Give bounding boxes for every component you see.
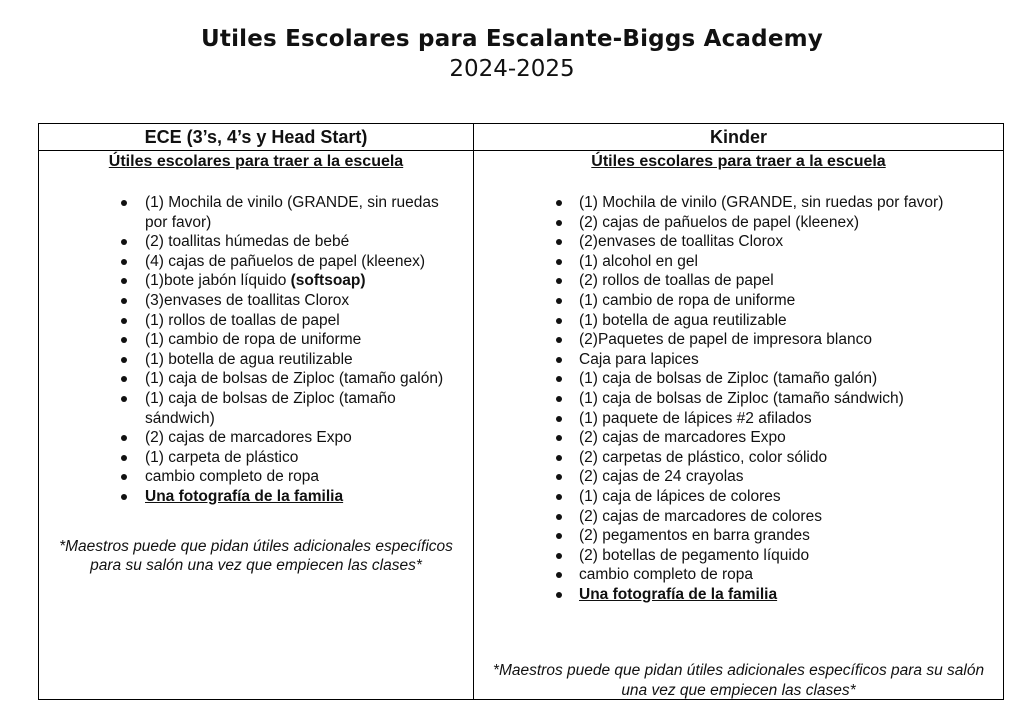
list-item: (1) Mochila de vinilo (GRANDE, sin ruedas por favor) <box>579 193 995 213</box>
list-item: (1) caja de bolsas de Ziploc (tamaño galón) <box>579 369 995 389</box>
list-item: (2) cajas de marcadores Expo <box>145 428 453 448</box>
list-item: (2) carpetas de plástico, color sólido <box>579 448 995 468</box>
ece-supply-list <box>39 193 473 507</box>
list-item: (2) cajas de 24 crayolas <box>579 467 995 487</box>
list-item: (1) paquete de lápices #2 afilados <box>579 409 995 429</box>
list-item: (2) pegamentos en barra grandes <box>579 526 995 546</box>
list-item: (1) rollos de toallas de papel <box>145 311 453 331</box>
ece-column-header: ECE (3’s, 4’s y Head Start) <box>39 124 473 151</box>
supply-table <box>38 123 1004 700</box>
list-item: (2) rollos de toallas de papel <box>579 271 995 291</box>
list-item-family-photo: Una fotografía de la familia <box>579 585 995 605</box>
list-item-text: (1)bote jabón líquido <box>145 272 291 290</box>
school-year: 2024-2025 <box>449 56 575 82</box>
list-item: (1) botella de agua reutilizable <box>145 350 453 370</box>
list-item: (3)envases de toallitas Clorox <box>145 291 453 311</box>
list-item-family-photo: Una fotografía de la familia <box>145 487 453 507</box>
kinder-column-header: Kinder <box>474 124 1003 151</box>
list-item: (1) alcohol en gel <box>579 252 995 272</box>
kinder-supply-list <box>474 193 1003 604</box>
list-item: Caja para lapices <box>579 350 995 370</box>
kinder-teacher-note: *Maestros puede que pidan útiles adicionales específicos para su salón una vez que empiecen las clases* <box>492 662 985 699</box>
list-item: (1) caja de bolsas de Ziploc (tamaño galón) <box>145 369 453 389</box>
list-item: (2) toallitas húmedas de bebé <box>145 232 453 252</box>
list-item: (4) cajas de pañuelos de papel (kleenex) <box>145 252 453 272</box>
list-item: (1) cambio de ropa de uniforme <box>145 330 453 350</box>
list-item: (2)Paquetes de papel de impresora blanco <box>579 330 995 350</box>
ece-column <box>39 124 474 699</box>
list-item: (1) caja de bolsas de Ziploc (tamaño sándwich) <box>145 389 453 428</box>
list-item-bold-text: (softsoap) <box>290 272 366 290</box>
ece-subheading: Útiles escolares para traer a la escuela <box>108 153 404 170</box>
list-item: cambio completo de ropa <box>145 467 453 487</box>
list-item <box>145 271 453 291</box>
list-item: (1) carpeta de plástico <box>145 448 453 468</box>
list-item: (1) botella de agua reutilizable <box>579 311 995 331</box>
list-item: cambio completo de ropa <box>579 565 995 585</box>
list-item: (1) caja de lápices de colores <box>579 487 995 507</box>
kinder-column <box>474 124 1003 699</box>
list-item: (1) cambio de ropa de uniforme <box>579 291 995 311</box>
ece-teacher-note: *Maestros puede que pidan útiles adicionales específicos para su salón una vez que empiecen las clases* <box>59 537 453 575</box>
list-item: (2) cajas de marcadores Expo <box>579 428 995 448</box>
list-item: (2)envases de toallitas Clorox <box>579 232 995 252</box>
document-title: Utiles Escolares para Escalante-Biggs Academy <box>201 26 823 52</box>
list-item: (2) botellas de pegamento líquido <box>579 546 995 566</box>
list-item: (2) cajas de marcadores de colores <box>579 507 995 527</box>
list-item: (1) caja de bolsas de Ziploc (tamaño sándwich) <box>579 389 995 409</box>
kinder-subheading: Útiles escolares para traer a la escuela <box>591 153 886 170</box>
list-item: (1) Mochila de vinilo (GRANDE, sin ruedas por favor) <box>145 193 453 232</box>
list-item: (2) cajas de pañuelos de papel (kleenex) <box>579 213 995 233</box>
